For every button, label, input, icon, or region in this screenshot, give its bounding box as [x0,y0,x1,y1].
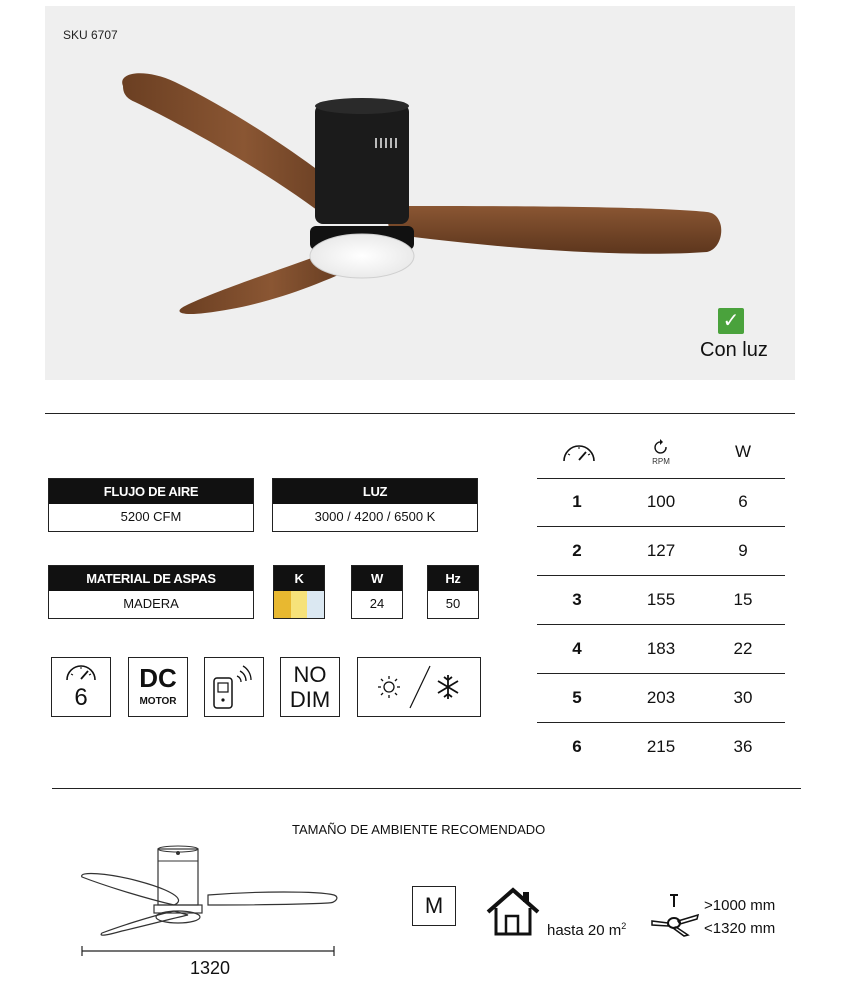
watts-cell: 22 [733,639,753,658]
speed-cell: 3 [572,590,582,609]
speed-cell: 1 [572,492,582,511]
speed-table-body [537,478,785,771]
rpm-cell: 127 [646,541,676,560]
rpm-label: RPM [652,457,670,466]
dim-label: DIM [289,687,331,712]
rpm-cell: 215 [646,737,676,756]
speed-table-header [537,430,785,479]
rpm-cell: 203 [646,688,676,707]
house-icon [484,886,542,938]
watts-value: 24 [369,596,385,611]
diameter-label: 1320 [189,958,231,978]
rpm-cell: 183 [646,639,676,658]
sku-label: SKU 6707 [63,28,118,42]
speed-cell: 2 [572,541,582,560]
dc-label: DC [139,663,177,693]
divider [52,788,801,789]
divider [45,413,795,414]
room-size-title: TAMAÑO DE AMBIENTE RECOMENDADO [292,822,546,837]
room-size-letter: M [412,886,456,926]
sun-icon [378,676,400,698]
ceiling-fan-illustration [45,6,795,380]
remote-feature [204,657,264,717]
rotation-icon [653,439,669,455]
light-spec-title: LUZ [273,479,477,504]
room-area-unit-exponent: 2 [621,921,627,931]
table-row [537,674,785,723]
speed-cell: 5 [572,688,582,707]
table-row [537,478,785,527]
light-label: Con luz [700,339,768,361]
watts-column-label: W [734,442,752,461]
watts-title: W [352,566,402,591]
hertz-title: Hz [428,566,478,591]
airflow-value: 5200 CFM [120,509,182,524]
rpm-cell: 100 [646,492,676,511]
light-check-icon: ✓ [718,308,744,334]
watts-cell: 15 [733,590,753,609]
warm-swatch [274,591,291,618]
airflow-spec [48,478,254,532]
table-row [537,576,785,625]
watts-cell: 6 [738,492,748,511]
motor-label: MOTOR [139,696,177,707]
rpm-cell: 155 [646,590,676,609]
speeds-feature [51,657,111,717]
neutral-swatch [291,591,308,618]
blade-material-spec [48,565,254,619]
room-area-text: hasta 20 m [547,922,622,939]
hertz-value: 50 [445,596,461,611]
kelvin-swatches [274,591,324,618]
snowflake-icon [438,675,458,699]
light-spec [272,478,478,532]
speedometer-icon [64,661,98,683]
remote-control-icon [209,662,261,712]
table-row [537,527,785,576]
speedometer-icon [561,442,597,464]
airflow-title: FLUJO DE AIRE [49,479,253,504]
dc-motor-feature [128,657,188,717]
kelvin-spec [273,565,325,619]
light-spec-value: 3000 / 4200 / 6500 K [314,509,436,524]
kelvin-title: K [274,566,324,591]
min-height: >1000 mm [704,897,776,914]
speed-cell: 6 [572,737,582,756]
watts-cell: 36 [733,737,753,756]
table-row [537,625,785,674]
no-label: NO [293,662,327,687]
cool-swatch [307,591,324,618]
ceiling-height-fan-icon [648,893,700,937]
no-dim-feature [280,657,340,717]
watts-cell: 30 [733,688,753,707]
table-row [537,723,785,771]
hertz-spec [427,565,479,619]
speeds-count: 6 [74,684,88,711]
summer-winter-icons [358,658,480,716]
watts-spec [351,565,403,619]
room-area [547,921,626,939]
product-image-panel [45,6,795,380]
speed-cell: 4 [572,639,582,658]
max-height: <1320 mm [704,920,776,937]
blade-material-title: MATERIAL DE ASPAS [49,566,253,591]
watts-cell: 9 [738,541,748,560]
summer-winter-feature [357,657,481,717]
blade-material-value: MADERA [123,596,179,611]
fan-dimension-drawing [78,843,343,961]
